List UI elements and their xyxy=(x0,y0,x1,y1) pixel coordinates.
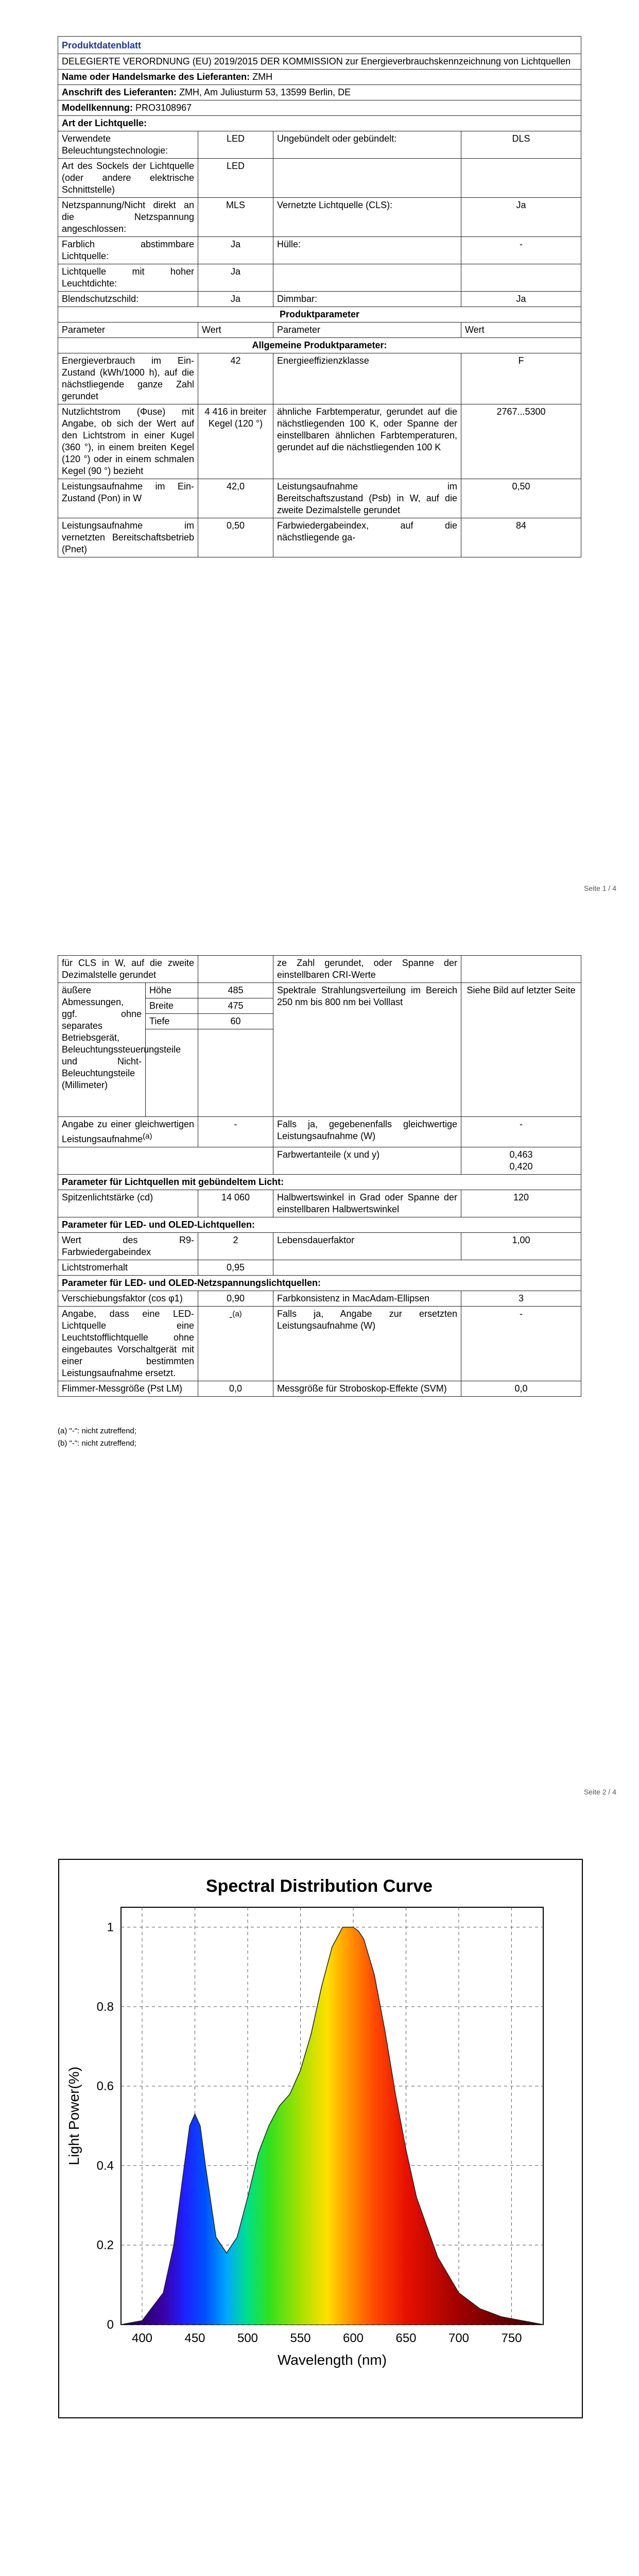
displacement-factor-label: Verschiebungsfaktor (cos φ1) xyxy=(58,1291,198,1307)
type-row xyxy=(58,131,581,159)
type-row xyxy=(58,264,581,292)
param-row xyxy=(58,1307,581,1381)
dimension-value: 485 xyxy=(198,983,273,998)
footnote-a: (a) "-": nicht zutreffend; xyxy=(58,1427,136,1435)
survival-factor-label: Lebensdauerfaktor xyxy=(273,1233,461,1260)
product-params-heading: Produktparameter xyxy=(58,307,581,323)
page-1 xyxy=(0,0,639,904)
param-label: ze Zahl gerundet, oder Spanne der einstellbaren CRI-Werte xyxy=(273,956,461,983)
x-axis-label: Wavelength (nm) xyxy=(277,2352,387,2368)
y-tick-label: 0.8 xyxy=(96,1999,114,2014)
dimension-name: Tiefe xyxy=(146,1014,198,1029)
beam-angle-label: Halbwertswinkel in Grad oder Spanne der einstellbaren Halbwertswinkel xyxy=(273,1190,461,1217)
general-params-heading: Allgemeine Produktparameter: xyxy=(58,338,581,353)
param-value: 4 416 in breiter Kegel (120 °) xyxy=(198,404,273,479)
model-row xyxy=(58,100,581,116)
x-tick-label: 650 xyxy=(395,2331,417,2345)
r9-label: Wert des R9-Farbwiedergabeindex xyxy=(58,1233,198,1260)
model-label: Modellkennung: xyxy=(62,103,133,113)
param-row xyxy=(58,479,581,518)
type-row xyxy=(58,237,581,264)
peak-intensity-value: 14 060 xyxy=(198,1190,273,1217)
equivalent-power-right-value: - xyxy=(461,1117,581,1147)
stroboscopic-label: Messgröße für Stroboskop-Effekte (SVM) xyxy=(273,1381,461,1397)
model-value: PRO3108967 xyxy=(135,103,192,113)
chromaticity-label: Farbwertanteile (x und y) xyxy=(273,1147,461,1175)
type-label: Blendschutzschild: xyxy=(58,292,198,307)
x-tick-label: 400 xyxy=(131,2331,153,2345)
replacement-right-value: - xyxy=(461,1307,581,1381)
type-label xyxy=(273,159,461,198)
replacement-value-text: - xyxy=(229,1312,233,1322)
equivalent-power-right-label: Falls ja, gegebenenfalls gleichwertige Leistungsaufnahme (W) xyxy=(273,1117,461,1147)
spectral-value: Siehe Bild auf letzter Seite xyxy=(461,983,581,1117)
supplier-address-label: Anschrift des Lieferanten: xyxy=(62,87,177,97)
type-value: DLS xyxy=(461,131,581,159)
type-label: Verwendete Beleuchtungstechnologie: xyxy=(58,131,198,159)
type-label: Ungebündelt oder gebündelt: xyxy=(273,131,461,159)
led-section-heading: Parameter für LED- und OLED-Lichtquellen: xyxy=(58,1217,581,1233)
type-value: - xyxy=(461,237,581,264)
x-tick-label: 750 xyxy=(501,2331,522,2345)
type-value: Ja xyxy=(461,292,581,307)
displacement-factor-value: 0,90 xyxy=(198,1291,273,1307)
dimension-spacer xyxy=(146,1029,198,1117)
param-row xyxy=(58,1190,581,1217)
type-value: LED xyxy=(198,131,273,159)
dimensions-label: äußere Abmessungen, ggf. ohne separates Betriebsgerät, Beleuchtungssteuerungsteile und Nicht-Beleuchtungsteile (Millimeter) xyxy=(58,983,146,1117)
replacement-value xyxy=(198,1307,273,1381)
type-label: Art des Sockels der Lichtquelle (oder andere elektrische Schnittstelle) xyxy=(58,159,198,198)
page-title: Produktdatenblatt xyxy=(58,37,581,54)
chromaticity-y: 0,420 xyxy=(509,1161,533,1172)
y-tick-label: 0 xyxy=(107,2318,114,2332)
type-row xyxy=(58,292,581,307)
type-value: Ja xyxy=(198,237,273,264)
column-header: Parameter xyxy=(58,323,198,338)
supplier-name-row xyxy=(58,70,581,85)
param-value: 42 xyxy=(198,353,273,404)
param-label: Leistungsaufnahme im Bereitschaftszustand (Psb) in W, auf die zweite Dezimalstelle gerundet xyxy=(273,479,461,518)
dimension-value: 475 xyxy=(198,998,273,1014)
supplier-name-value: ZMH xyxy=(252,72,273,82)
param-row xyxy=(58,518,581,557)
type-value xyxy=(461,159,581,198)
y-tick-label: 1 xyxy=(107,1920,114,1935)
x-tick-label: 550 xyxy=(290,2331,311,2345)
type-label xyxy=(273,264,461,292)
survival-factor-value: 1,00 xyxy=(461,1233,581,1260)
chromaticity-x: 0,463 xyxy=(509,1149,533,1160)
replacement-right-label: Falls ja, Angabe zur ersetzten Leistungsaufnahme (W) xyxy=(273,1307,461,1381)
param-label: Energieeffizienzklasse xyxy=(273,353,461,404)
equivalent-power-label xyxy=(58,1117,198,1147)
spectral-label: Spektrale Strahlungsverteilung im Bereich 250 nm bis 800 nm bei Volllast xyxy=(273,983,461,1117)
x-tick-label: 500 xyxy=(237,2331,258,2345)
param-value: 0,50 xyxy=(461,479,581,518)
x-tick-label: 450 xyxy=(184,2331,205,2345)
directed-section-heading: Parameter für Lichtquellen mit gebündeltem Licht: xyxy=(58,1175,581,1190)
colour-consistency-label: Farbkonsistenz in MacAdam-Ellipsen xyxy=(273,1291,461,1307)
mains-section-heading: Parameter für LED- und OLED-Netzspannungslichtquellen: xyxy=(58,1276,581,1291)
column-header: Parameter xyxy=(273,323,461,338)
page-number: Seite 2 / 4 xyxy=(583,1788,616,1796)
flicker-label: Flimmer-Messgröße (Pst LM) xyxy=(58,1381,198,1397)
dimension-row xyxy=(58,983,581,998)
column-header: Wert xyxy=(198,323,273,338)
spectral-distribution-chart xyxy=(59,1860,580,2415)
y-tick-label: 0.2 xyxy=(96,2238,114,2252)
supplier-address-row xyxy=(58,85,581,100)
dimension-value: 60 xyxy=(198,1014,273,1029)
param-label: für CLS in W, auf die zweite Dezimalstelle gerundet xyxy=(58,956,198,983)
param-row xyxy=(58,353,581,404)
param-value: 0,50 xyxy=(198,518,273,557)
lumen-maintenance-label: Lichtstromerhalt xyxy=(58,1260,198,1276)
spectral-chart-frame xyxy=(58,1859,583,2418)
type-value xyxy=(461,264,581,292)
param-value: 42,0 xyxy=(198,479,273,518)
x-tick-label: 600 xyxy=(342,2331,364,2345)
page-2 xyxy=(0,904,639,1807)
colour-consistency-value: 3 xyxy=(461,1291,581,1307)
type-value: MLS xyxy=(198,198,273,237)
param-label: Leistungsaufnahme im vernetzten Bereitschaftsbetrieb (Pnet) xyxy=(58,518,198,557)
param-label: Farbwiedergabeindex, auf die nächstliegende ga- xyxy=(273,518,461,557)
equivalent-power-value: - xyxy=(198,1117,273,1147)
type-row xyxy=(58,159,581,198)
x-tick-label: 700 xyxy=(448,2331,470,2345)
footnote-ref: (a) xyxy=(143,1132,152,1141)
page-3 xyxy=(0,1807,639,2576)
peak-intensity-label: Spitzenlichtstärke (cd) xyxy=(58,1190,198,1217)
type-value: Ja xyxy=(461,198,581,237)
type-value: Ja xyxy=(198,292,273,307)
regulation-text: DELEGIERTE VERORDNUNG (EU) 2019/2015 DER KOMMISSION zur Energieverbrauchskennzeichnung von Lichtquellen xyxy=(58,54,581,70)
column-header-row xyxy=(58,323,581,338)
y-axis-label: Light Power(%) xyxy=(66,2066,82,2165)
type-label: Netzspannung/Nicht direkt an die Netzspannung angeschlossen: xyxy=(58,198,198,237)
type-label: Dimmbar: xyxy=(273,292,461,307)
supplier-name-label: Name oder Handelsmarke des Lieferanten: xyxy=(62,72,250,82)
type-label: Farblich abstimmbare Lichtquelle: xyxy=(58,237,198,264)
supplier-address-value: ZMH, Am Juliusturm 53, 13599 Berlin, DE xyxy=(179,87,351,97)
footnote-b: (b) "-": nicht zutreffend; xyxy=(58,1439,136,1448)
param-row xyxy=(58,956,581,983)
flicker-value: 0,0 xyxy=(198,1381,273,1397)
type-section-heading: Art der Lichtquelle: xyxy=(58,116,581,131)
replacement-label: Angabe, dass eine LED-Lichtquelle eine Leuchtstofflichtquelle ohne eingebautes Vorschaltgerät mit einer bestimmten Leistungsaufnahme ersetzt. xyxy=(58,1307,198,1381)
param-label: ähnliche Farbtemperatur, gerundet auf die nächstliegenden 100 K, oder Spanne der einstellbaren ähnlichen Farbtemperaturen, gerundet auf die nächstliegenden 100 K xyxy=(273,404,461,479)
column-header: Wert xyxy=(461,323,581,338)
lumen-maintenance-value: 0,95 xyxy=(198,1260,273,1276)
param-row xyxy=(58,1381,581,1397)
type-value: Ja xyxy=(198,264,273,292)
dimension-spacer xyxy=(198,1029,273,1117)
page-number: Seite 1 / 4 xyxy=(583,884,616,892)
empty-cell xyxy=(58,1147,273,1175)
param-row xyxy=(58,1260,581,1276)
product-datasheet-table xyxy=(58,36,581,557)
param-row xyxy=(58,1147,581,1175)
r9-value: 2 xyxy=(198,1233,273,1260)
param-value: 84 xyxy=(461,518,581,557)
empty-cell xyxy=(273,1260,581,1276)
param-row xyxy=(58,1117,581,1147)
dimension-name: Breite xyxy=(146,998,198,1014)
type-label: Vernetzte Lichtquelle (CLS): xyxy=(273,198,461,237)
param-label: Nutzlichtstrom (Φuse) mit Angabe, ob sich der Wert auf den Lichtstrom in einer Kugel (360 °), in einem breiten Kegel (120 °) oder in einem schmalen Kegel (90 °) bezieht xyxy=(58,404,198,479)
type-label: Lichtquelle mit hoher Leuchtdichte: xyxy=(58,264,198,292)
param-row xyxy=(58,404,581,479)
footnote-ref: (a) xyxy=(232,1310,242,1318)
param-value: 2767...5300 xyxy=(461,404,581,479)
param-row xyxy=(58,1233,581,1260)
dimension-name: Höhe xyxy=(146,983,198,998)
equivalent-power-text: Angabe zu einer gleichwertigen Leistungsaufnahme xyxy=(62,1119,195,1144)
param-row xyxy=(58,1291,581,1307)
param-label: Energieverbrauch im Ein-Zustand (kWh/1000 h), auf die nächstliegende ganze Zahl gerundet xyxy=(58,353,198,404)
stroboscopic-value: 0,0 xyxy=(461,1381,581,1397)
y-tick-label: 0.4 xyxy=(96,2159,114,2173)
param-label: Leistungsaufnahme im Ein-Zustand (Pon) in W xyxy=(58,479,198,518)
param-value: F xyxy=(461,353,581,404)
chromaticity-value xyxy=(461,1147,581,1175)
chart-title: Spectral Distribution Curve xyxy=(205,1876,433,1896)
param-value xyxy=(198,956,273,983)
y-tick-label: 0.6 xyxy=(96,2079,114,2094)
param-value xyxy=(461,956,581,983)
product-datasheet-table-continued xyxy=(58,955,581,1397)
type-row xyxy=(58,198,581,237)
type-label: Hülle: xyxy=(273,237,461,264)
beam-angle-value: 120 xyxy=(461,1190,581,1217)
type-value: LED xyxy=(198,159,273,198)
footnotes xyxy=(58,1425,136,1450)
